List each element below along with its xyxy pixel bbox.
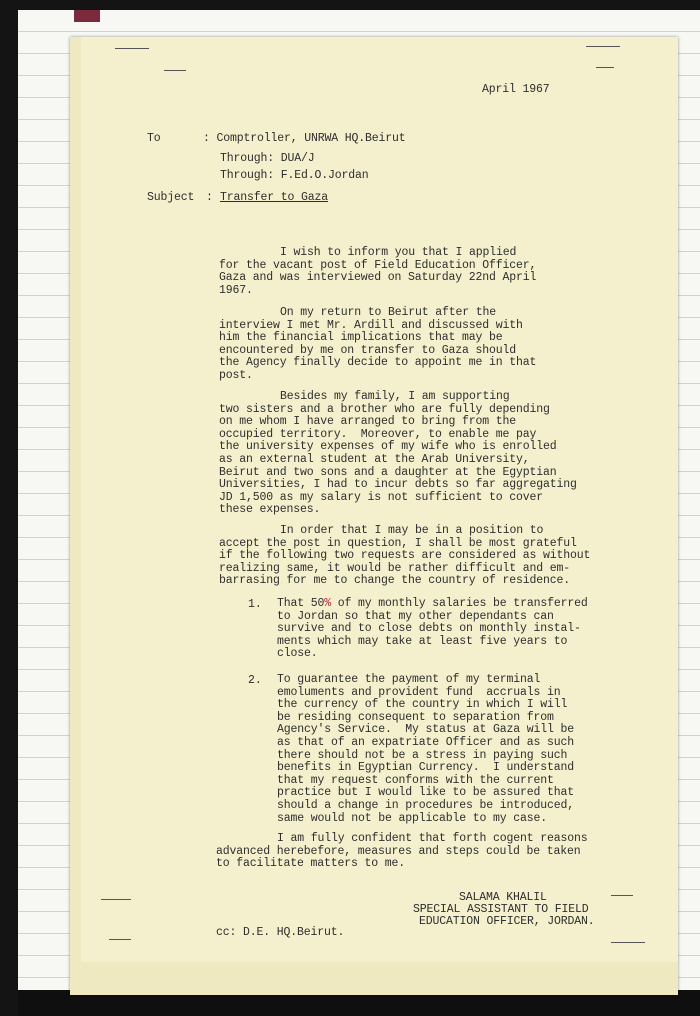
paragraph-line: JD 1,500 as my salary is not sufficient to cover (219, 490, 544, 504)
closing-paragraph (216, 833, 588, 871)
signature-title-1: SPECIAL ASSISTANT TO FIELD (413, 903, 589, 916)
paragraph-line: encountered by me on transfer to Gaza should (219, 343, 517, 357)
request-2-number: 2. (248, 674, 262, 687)
paragraph-line: Besides my family, I am supporting (280, 390, 510, 403)
request-line: of my monthly salaries be transferred (331, 597, 588, 610)
paragraph-line: realizing same, it would be rather difficult and em- (219, 561, 571, 575)
to-label: To (147, 132, 161, 145)
paragraph-line: if the following two requests are considered as without (219, 549, 591, 563)
signature-name: SALAMA KHALIL (459, 891, 547, 904)
subject-colon: : (206, 191, 213, 204)
punch-mark (101, 899, 131, 900)
closing-line: advanced herebefore, measures and steps could be taken (216, 844, 581, 858)
through-line-1: Through: DUA/J (220, 152, 315, 165)
paragraph-line: In order that I may be in a position to (280, 524, 544, 537)
subject-value: Transfer to Gaza (220, 191, 329, 204)
paragraph-line: the university expenses of my wife who is enrolled (219, 440, 557, 454)
request-line: ments which may take at least five years to (277, 634, 568, 648)
letter-date: April 1967 (482, 83, 550, 96)
paragraph-line: Universities, I had to incur debts so far aggregating (219, 478, 577, 492)
cc-line: cc: D.E. HQ.Beirut. (216, 926, 345, 939)
punch-mark (611, 942, 645, 943)
through-line-2: Through: F.Ed.O.Jordan (220, 169, 369, 182)
request-line: there should not be a stress in paying such (277, 748, 568, 762)
paragraph-line: Beirut and two sons and a daughter at the Egyptian (219, 465, 557, 479)
punch-mark (611, 895, 633, 896)
punch-mark (109, 939, 131, 940)
paragraph-line: On my return to Beirut after the (280, 306, 497, 319)
paragraph-line: barrasing for me to change the country of residence. (219, 574, 571, 588)
signature-title-2: EDUCATION OFFICER, JORDAN. (419, 915, 595, 928)
request-line: emoluments and provident fund accruals in (277, 685, 561, 699)
paragraph-line: I wish to inform you that I applied (280, 246, 517, 259)
percent-mark: % (324, 597, 332, 610)
request-1-number: 1. (248, 598, 262, 611)
request-line: benefits in Egyptian Currency. I understand (277, 761, 575, 775)
request-line: be residing consequent to separation from (277, 710, 554, 724)
punch-mark (596, 67, 614, 68)
paragraph-1 (219, 247, 536, 297)
punch-mark (586, 46, 620, 47)
paragraph-line: Gaza and was interviewed on Saturday 22nd April (219, 271, 537, 285)
paragraph-3 (219, 391, 577, 517)
paragraph-line: interview I met Mr. Ardill and discussed with (219, 318, 523, 332)
request-line: That 50 (277, 597, 325, 610)
letter-sheet (70, 37, 678, 995)
paragraph-2 (219, 307, 536, 383)
request-line: practice but I would like to be assured that (277, 786, 575, 800)
closing-line: to facilitate matters to me. (216, 857, 406, 871)
closing-line: I am fully confident that forth cogent reasons (277, 832, 588, 845)
punch-mark (115, 48, 149, 49)
paragraph-line: him the financial implications that may be (219, 331, 503, 345)
paragraph-line: accept the post in question, I shall be most grateful (219, 536, 577, 550)
punch-mark (164, 70, 186, 71)
letter-paper (81, 37, 678, 962)
request-line: that my request conforms with the current (277, 773, 554, 787)
request-line: same would not be applicable to my case. (277, 811, 548, 825)
request-line: To guarantee the payment of my terminal (277, 673, 541, 686)
paragraph-line: 1967. (219, 283, 253, 297)
subject-label: Subject (147, 191, 195, 204)
request-line: as that of an expatriate Officer and as such (277, 735, 575, 749)
request-2-text (277, 674, 574, 825)
paragraph-line: for the vacant post of Field Education Officer, (219, 258, 537, 272)
request-line: Agency's Service. My status at Gaza will be (277, 723, 575, 737)
binding-tab (74, 10, 100, 22)
request-line: survive and to close debts on monthly instal- (277, 622, 581, 636)
request-line: to Jordan so that my other dependants can (277, 609, 554, 623)
paragraph-line: the Agency finally decide to appoint me in that (219, 356, 537, 370)
paragraph-line: on me whom I have arranged to bring from the (219, 415, 517, 429)
request-line: should a change in procedures be introduced, (277, 798, 575, 812)
request-line: the currency of the country in which I will (277, 698, 568, 712)
request-line: close. (277, 647, 318, 661)
request-1-text (277, 598, 588, 661)
paragraph-line: two sisters and a brother who are fully depending (219, 402, 550, 416)
paragraph-4 (219, 525, 590, 588)
to-value: : Comptroller, UNRWA HQ.Beirut (203, 132, 406, 145)
paragraph-line: these expenses. (219, 503, 321, 517)
paragraph-line: as an external student at the Arab University, (219, 452, 530, 466)
paragraph-line: post. (219, 368, 253, 382)
paragraph-line: occupied territory. Moreover, to enable me pay (219, 427, 537, 441)
